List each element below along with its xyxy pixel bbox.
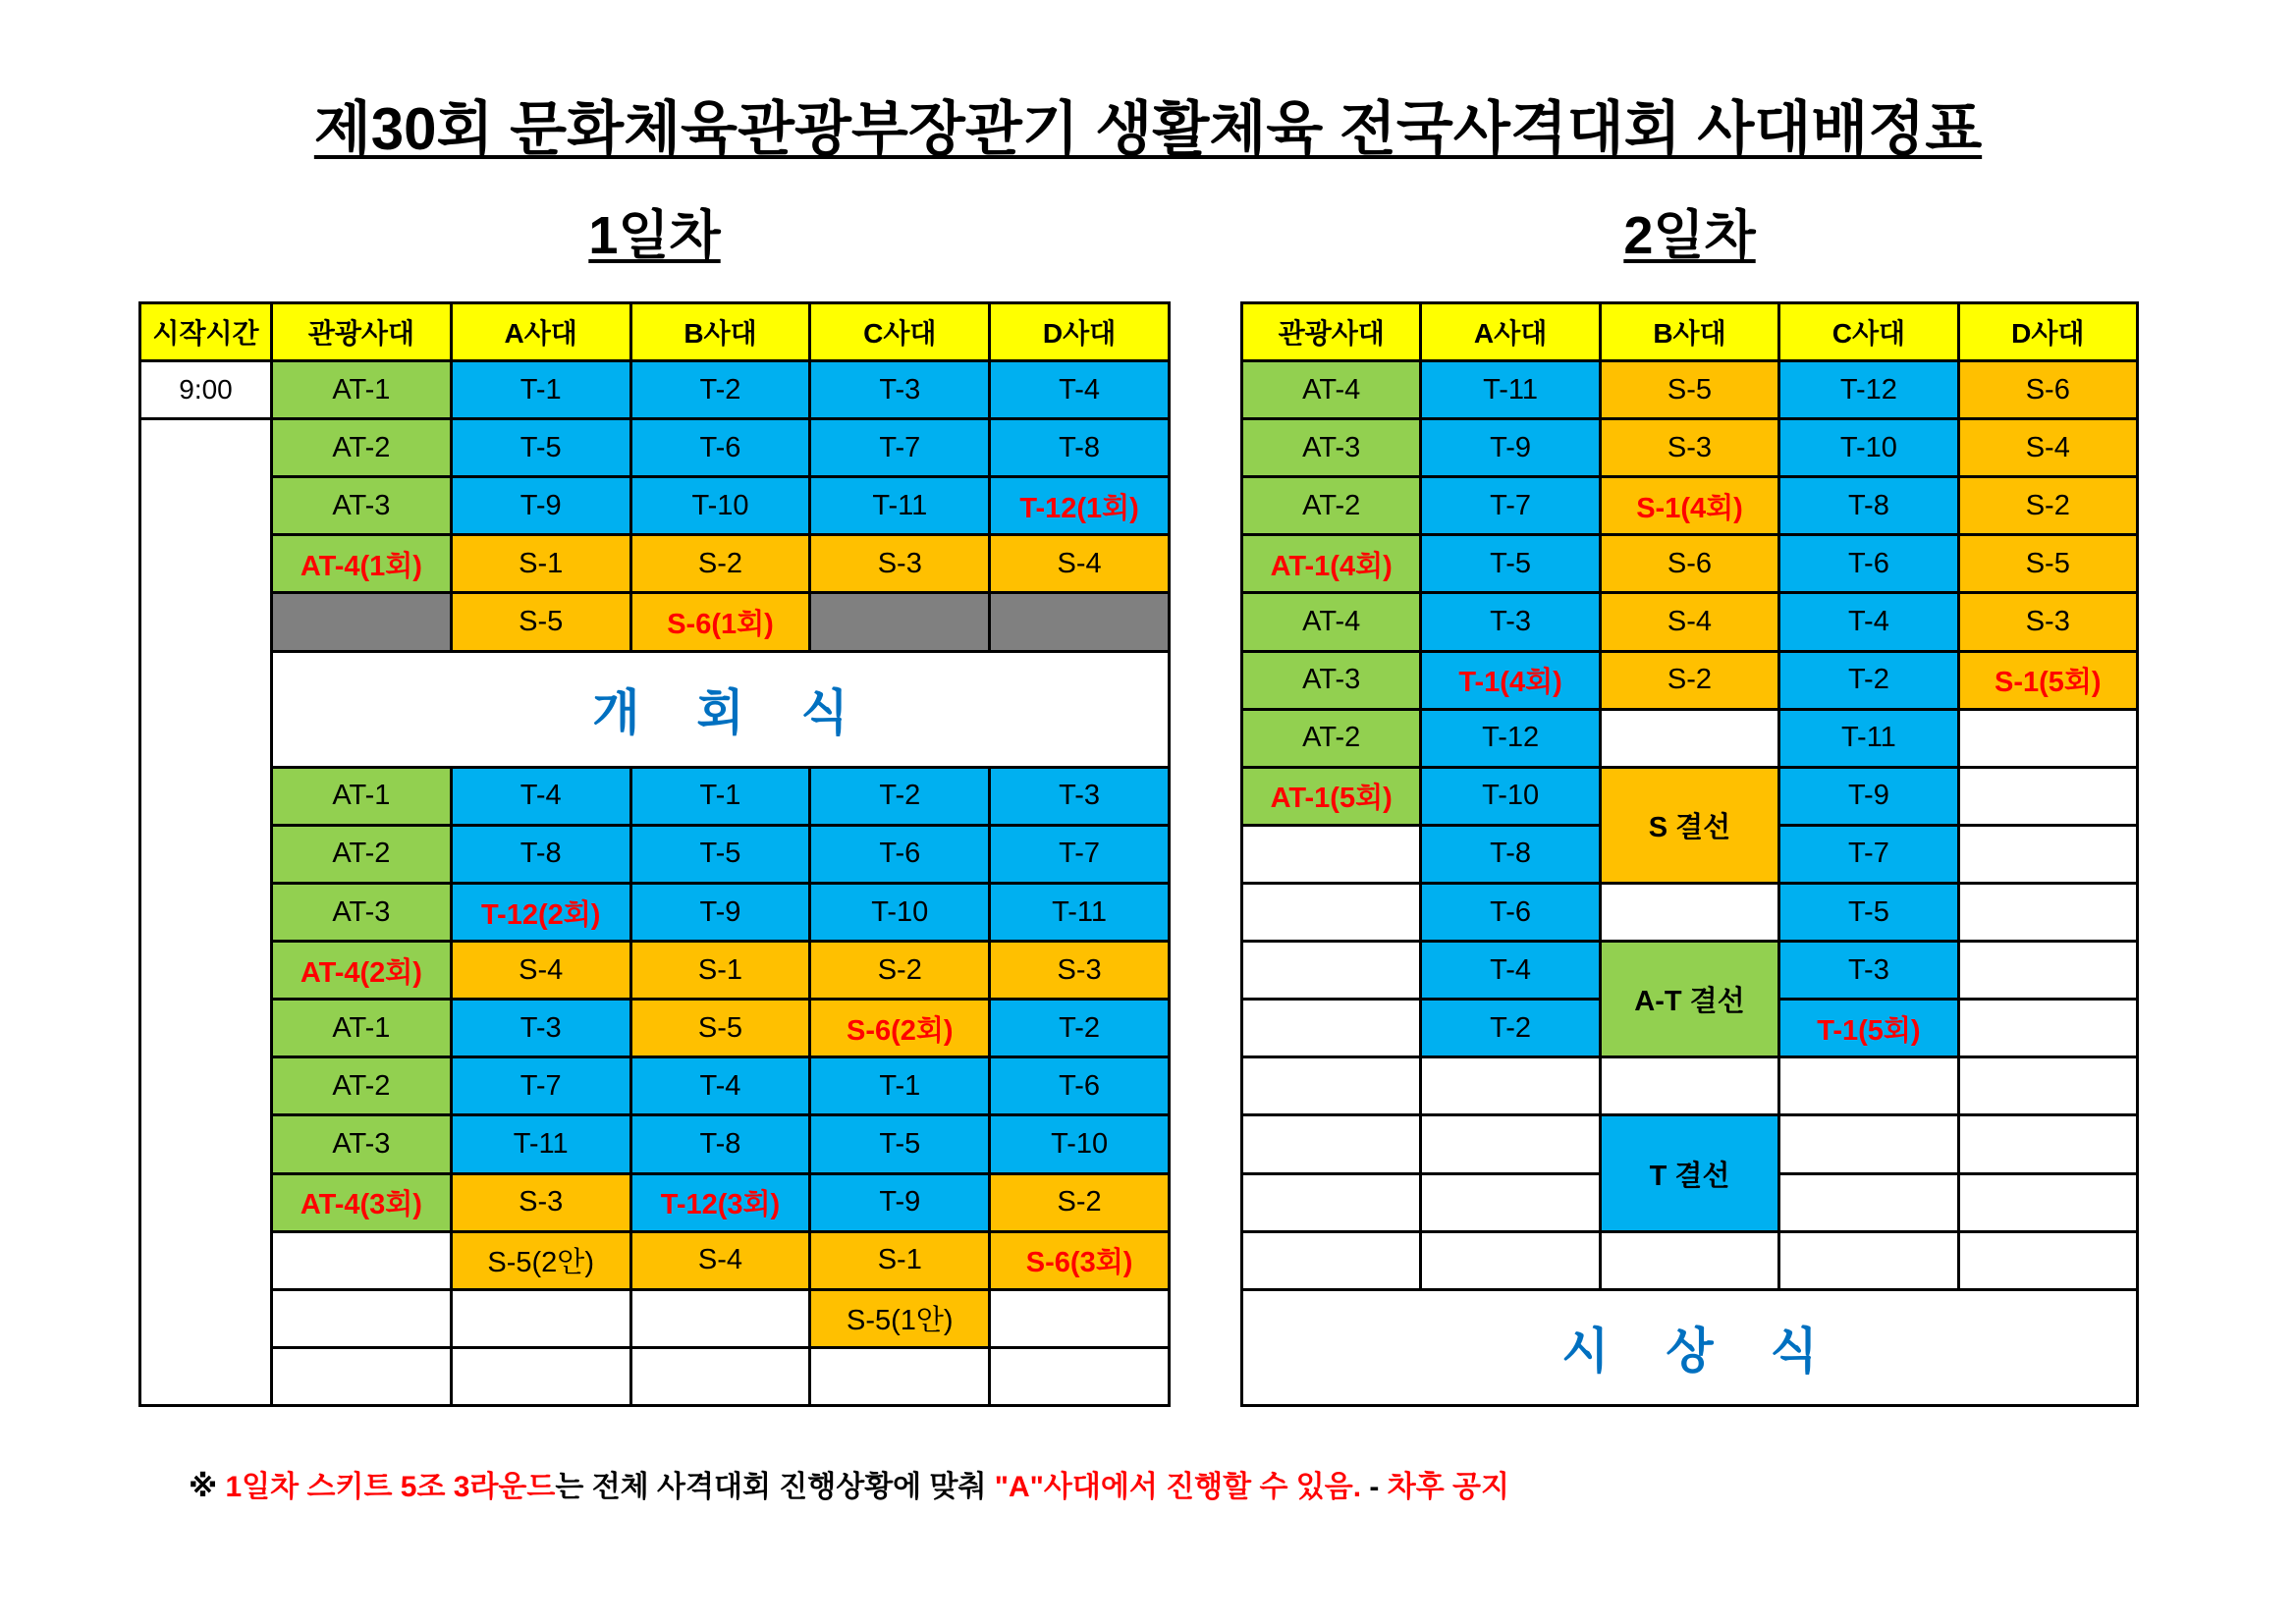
day2-slot: S-4 (1960, 420, 2136, 475)
empty-slot (1422, 1233, 1598, 1288)
day2-column-header: A사대 (1422, 304, 1598, 359)
empty-slot (1602, 885, 1777, 940)
empty-slot (1780, 1116, 1956, 1171)
empty-slot (1422, 1175, 1598, 1230)
day1-slot: T-5 (632, 827, 809, 882)
day1-slot: T-10 (991, 1116, 1168, 1171)
empty-slot (1780, 1233, 1956, 1288)
air-trap-final: A-T 결선 (1602, 943, 1777, 1056)
day2-slot: AT-3 (1243, 420, 1419, 475)
closed-slot (273, 594, 450, 649)
day1-slot: AT-1 (273, 769, 450, 824)
empty-slot (1960, 769, 2136, 824)
day1-slot: T-4 (632, 1058, 809, 1113)
day1-slot: T-8 (632, 1116, 809, 1171)
day2-slot: AT-4 (1243, 362, 1419, 417)
day1-column-header: D사대 (991, 304, 1168, 359)
day2-slot: T-9 (1780, 769, 1956, 824)
day1-slot: S-6(3회) (991, 1233, 1168, 1288)
day1-slot: T-3 (453, 1001, 629, 1056)
footnote-highlight: 1일차 스키트 5조 3라운드 (225, 1471, 556, 1503)
empty-slot (273, 1291, 450, 1346)
day2-column-header: B사대 (1602, 304, 1777, 359)
empty-slot (632, 1349, 809, 1404)
day1-slot: S-3 (453, 1175, 629, 1230)
day2-slot: T-2 (1422, 1001, 1598, 1056)
day1-slot: S-2 (811, 943, 988, 998)
day1-slot: T-1 (632, 769, 809, 824)
day1-slot: T-11 (991, 885, 1168, 940)
day1-slot: T-7 (991, 827, 1168, 882)
day1-slot: S-2 (632, 536, 809, 591)
day1-slot: T-12(1회) (991, 478, 1168, 533)
closed-slot (991, 594, 1168, 649)
empty-slot (1960, 1001, 2136, 1056)
day1-slot: AT-4(2회) (273, 943, 450, 998)
day1-slot: AT-3 (273, 478, 450, 533)
footnote-highlight: 차후 공지 (1387, 1471, 1509, 1503)
day1-slot: S-2 (991, 1175, 1168, 1230)
day1-slot: S-5(2안) (453, 1233, 629, 1288)
day2-slot: T-6 (1422, 885, 1598, 940)
day2-slot: T-3 (1780, 943, 1956, 998)
empty-slot (1243, 885, 1419, 940)
day2-slot: S-6 (1602, 536, 1777, 591)
day2-slot: S-1(5회) (1960, 653, 2136, 708)
day1-slot: S-5(1안) (811, 1291, 988, 1346)
trap-final: T 결선 (1602, 1116, 1777, 1229)
empty-slot (1243, 943, 1419, 998)
day2-slot: S-1(4회) (1602, 478, 1777, 533)
day1-slot: T-3 (811, 362, 988, 417)
schedule-title: 제30회 문화체육관광부장관기 생활체육 전국사격대회 사대배정표 (313, 96, 1983, 162)
day1-slot: S-4 (991, 536, 1168, 591)
day1-slot: T-2 (811, 769, 988, 824)
day2-slot: AT-4 (1243, 594, 1419, 649)
footnote-text: - (1361, 1471, 1388, 1503)
day2-slot: S-5 (1960, 536, 2136, 591)
day1-slot: T-6 (632, 420, 809, 475)
day1-slot: S-1 (811, 1233, 988, 1288)
footnote-highlight: "A"사대에서 진행할 수 있음. (994, 1471, 1362, 1503)
day1-slot: S-6(1회) (632, 594, 809, 649)
day1-column-header: B사대 (632, 304, 809, 359)
day1-slot: T-8 (453, 827, 629, 882)
day1-slot: T-10 (632, 478, 809, 533)
day2-slot: T-5 (1422, 536, 1598, 591)
award-ceremony: 시 상 식 (1243, 1291, 2136, 1404)
day2-slot: T-2 (1780, 653, 1956, 708)
day2-slot: T-7 (1422, 478, 1598, 533)
opening-ceremony: 개 회 식 (273, 653, 1168, 766)
empty-slot (1960, 827, 2136, 882)
empty-slot (991, 1291, 1168, 1346)
day1-slot: T-9 (811, 1175, 988, 1230)
day1-slot: T-1 (453, 362, 629, 417)
empty-slot (1243, 1058, 1419, 1113)
day2-slot: AT-1(4회) (1243, 536, 1419, 591)
day2-slot: S-5 (1602, 362, 1777, 417)
empty-slot (1243, 827, 1419, 882)
empty-slot (632, 1291, 809, 1346)
day1-slot: T-8 (991, 420, 1168, 475)
closed-slot (811, 594, 988, 649)
empty-slot (1243, 1233, 1419, 1288)
day2-slot: T-9 (1422, 420, 1598, 475)
empty-slot (1422, 1116, 1598, 1171)
day1-slot: S-4 (632, 1233, 809, 1288)
day1-slot: S-4 (453, 943, 629, 998)
day1-slot: AT-3 (273, 1116, 450, 1171)
day2-slot: T-10 (1780, 420, 1956, 475)
day1-slot: T-11 (453, 1116, 629, 1171)
empty-slot (453, 1291, 629, 1346)
day1-slot: S-1 (453, 536, 629, 591)
day2-slot: T-12 (1780, 362, 1956, 417)
reference-mark: ※ (189, 1471, 226, 1503)
day1-slot: T-5 (811, 1116, 988, 1171)
day1-slot: T-6 (811, 827, 988, 882)
footnote (189, 1468, 1509, 1507)
day1-column-header: 시작시간 (141, 304, 270, 359)
day1-column-header: A사대 (453, 304, 629, 359)
day1-slot: T-6 (991, 1058, 1168, 1113)
day1-heading: 1일차 (588, 206, 721, 265)
day2-column-header: C사대 (1780, 304, 1956, 359)
start-time-column-blank (141, 420, 270, 1404)
day1-column-header: 관광사대 (273, 304, 450, 359)
day2-slot: T-10 (1422, 769, 1598, 824)
day1-slot: T-12(3회) (632, 1175, 809, 1230)
day1-slot: T-5 (453, 420, 629, 475)
empty-slot (1422, 1058, 1598, 1113)
day1-slot: T-11 (811, 478, 988, 533)
empty-slot (273, 1349, 450, 1404)
day2-slot: T-6 (1780, 536, 1956, 591)
day2-slot: T-8 (1422, 827, 1598, 882)
day1-slot: AT-2 (273, 827, 450, 882)
day1-slot: AT-2 (273, 1058, 450, 1113)
empty-slot (1780, 1058, 1956, 1113)
day1-slot: T-7 (811, 420, 988, 475)
day1-slot: T-12(2회) (453, 885, 629, 940)
empty-slot (1960, 1233, 2136, 1288)
empty-slot (1602, 711, 1777, 766)
day2-slot: AT-2 (1243, 711, 1419, 766)
empty-slot (1960, 1116, 2136, 1171)
day2-slot: S-4 (1602, 594, 1777, 649)
empty-slot (1960, 943, 2136, 998)
day1-slot: T-1 (811, 1058, 988, 1113)
day2-slot: T-7 (1780, 827, 1956, 882)
day1-slot: S-3 (811, 536, 988, 591)
empty-slot (1243, 1001, 1419, 1056)
empty-slot (1960, 711, 2136, 766)
day2-slot: AT-3 (1243, 653, 1419, 708)
start-time: 9:00 (141, 362, 270, 417)
day2-slot: T-4 (1422, 943, 1598, 998)
day1-slot: S-5 (453, 594, 629, 649)
day1-slot: T-4 (991, 362, 1168, 417)
day1-slot: T-9 (453, 478, 629, 533)
day1-column-header: C사대 (811, 304, 988, 359)
day2-slot: S-3 (1602, 420, 1777, 475)
skeet-final: S 결선 (1602, 769, 1777, 882)
empty-slot (1602, 1233, 1777, 1288)
day2-slot: AT-2 (1243, 478, 1419, 533)
day2-schedule-table (1240, 301, 2139, 1407)
day2-slot: T-11 (1422, 362, 1598, 417)
day2-slot: S-3 (1960, 594, 2136, 649)
empty-slot (1960, 1175, 2136, 1230)
day1-slot: S-6(2회) (811, 1001, 988, 1056)
day1-slot: AT-1 (273, 1001, 450, 1056)
day2-slot: T-8 (1780, 478, 1956, 533)
day1-slot: T-9 (632, 885, 809, 940)
day2-slot: T-4 (1780, 594, 1956, 649)
day2-slot: T-12 (1422, 711, 1598, 766)
empty-slot (1243, 1116, 1419, 1171)
day1-slot: S-1 (632, 943, 809, 998)
day2-column-header: D사대 (1960, 304, 2136, 359)
day2-column-header: 관광사대 (1243, 304, 1419, 359)
empty-slot (1243, 1175, 1419, 1230)
day2-slot: S-6 (1960, 362, 2136, 417)
day1-slot: S-3 (991, 943, 1168, 998)
day2-slot: S-2 (1602, 653, 1777, 708)
day2-slot: T-3 (1422, 594, 1598, 649)
day1-slot: T-2 (991, 1001, 1168, 1056)
empty-slot (453, 1349, 629, 1404)
day1-slot: T-4 (453, 769, 629, 824)
footnote-text: 는 전체 사격대회 진행상황에 맞춰 (555, 1471, 995, 1503)
day1-slot: T-10 (811, 885, 988, 940)
day2-slot: T-1(4회) (1422, 653, 1598, 708)
day2-slot: T-1(5회) (1780, 1001, 1956, 1056)
empty-slot (1602, 1058, 1777, 1113)
day1-slot: T-7 (453, 1058, 629, 1113)
day2-slot: S-2 (1960, 478, 2136, 533)
day1-slot: T-2 (632, 362, 809, 417)
empty-slot (273, 1233, 450, 1288)
day1-slot: AT-1 (273, 362, 450, 417)
day1-slot: AT-4(1회) (273, 536, 450, 591)
empty-slot (1780, 1175, 1956, 1230)
empty-slot (1960, 885, 2136, 940)
day2-heading: 2일차 (1623, 206, 1756, 265)
empty-slot (811, 1349, 988, 1404)
day1-slot: S-5 (632, 1001, 809, 1056)
day1-schedule-table (138, 301, 1171, 1407)
day1-slot: AT-2 (273, 420, 450, 475)
empty-slot (1960, 1058, 2136, 1113)
day1-slot: AT-4(3회) (273, 1175, 450, 1230)
day1-slot: T-3 (991, 769, 1168, 824)
empty-slot (991, 1349, 1168, 1404)
day2-slot: T-5 (1780, 885, 1956, 940)
day1-slot: AT-3 (273, 885, 450, 940)
day2-slot: AT-1(5회) (1243, 769, 1419, 824)
day2-slot: T-11 (1780, 711, 1956, 766)
